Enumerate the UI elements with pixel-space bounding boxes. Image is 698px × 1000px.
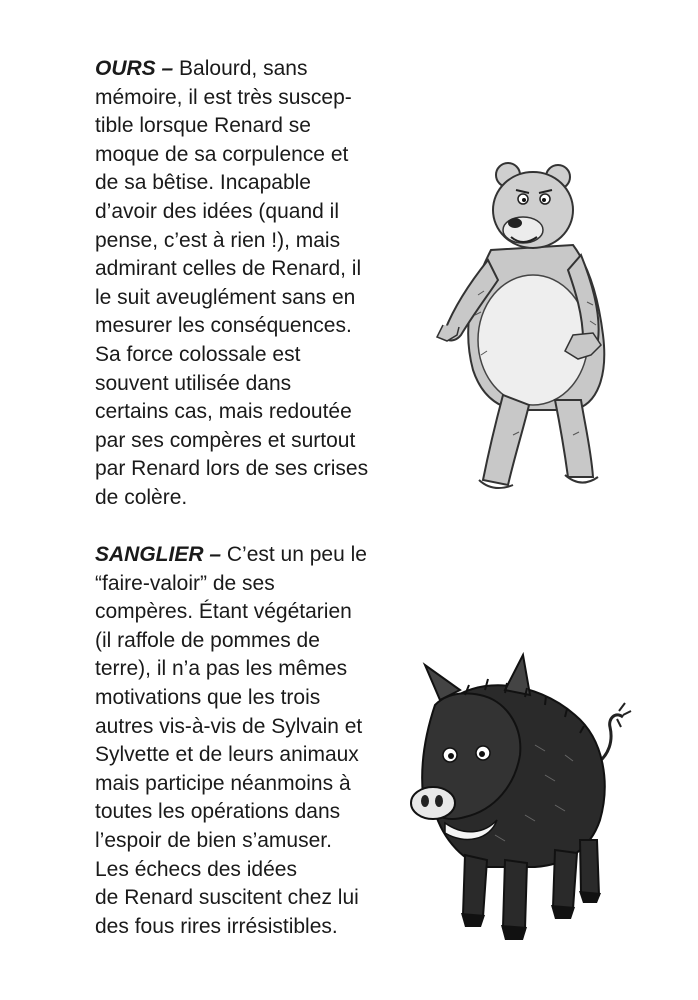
boar-line-3: compères. Étant végétarien	[95, 600, 352, 624]
boar-line-2: “faire-valoir” de ses	[95, 571, 275, 595]
bear-description	[95, 55, 425, 513]
boar-line-4: (il raffole de pommes de	[95, 628, 320, 652]
boar-heading: SANGLIER	[95, 543, 204, 566]
boar-line-14: des fous rires irrésistibles.	[95, 914, 338, 938]
boar-line-7: autres vis-à-vis de Sylvain et	[95, 714, 363, 738]
bear-line-15: par Renard lors de ses crises	[95, 457, 369, 481]
bear-line-2: mémoire, il est très suscep-	[95, 85, 352, 109]
boar-line-8: Sylvette et de leurs animaux	[95, 743, 359, 767]
bear-heading-dash: –	[155, 57, 180, 80]
bear-line-12: souvent utilisée dans	[95, 371, 292, 395]
boar-drawing	[405, 645, 650, 950]
bear-line-3: tible lorsque Renard se	[95, 114, 311, 138]
bear-drawing	[433, 155, 613, 500]
bear-line-7: pense, c’est à rien !), mais	[95, 228, 341, 252]
bear-paragraph	[95, 55, 425, 513]
boar-line-1: SANGLIER – C’est un peu le	[95, 543, 367, 566]
boar-line-12: Les échecs des idées	[95, 857, 297, 881]
bear-line-5: de sa bêtise. Incapable	[95, 171, 311, 195]
boar-line-13: de Renard suscitent chez lui	[95, 886, 359, 910]
bear-illustration	[433, 155, 613, 500]
boar-line-9: mais participe néanmoins à	[95, 771, 351, 795]
boar-line-11: l’espoir de bien s’amuser.	[95, 828, 332, 852]
bear-line-10: mesurer les conséquences.	[95, 314, 352, 338]
boar-line-10: toutes les opérations dans	[95, 800, 341, 824]
bear-line-16: de colère.	[95, 485, 188, 509]
bear-line-11: Sa force colossale est	[95, 342, 301, 366]
bear-line-1: OURS – Balourd, sans	[95, 57, 308, 80]
boar-illustration	[405, 645, 650, 950]
boar-paragraph	[95, 541, 425, 941]
boar-line-5: terre), il n’a pas les mêmes	[95, 657, 348, 681]
boar-heading-dash: –	[203, 543, 227, 566]
boar-line-6: motivations que les trois	[95, 685, 321, 709]
bear-line-14: par ses compères et surtout	[95, 428, 356, 452]
bear-line-6: d’avoir des idées (quand il	[95, 199, 339, 223]
bear-line-4: moque de sa corpulence et	[95, 142, 349, 166]
boar-description	[95, 541, 425, 941]
bear-line-9: le suit aveuglément sans en	[95, 285, 356, 309]
bear-heading: OURS	[95, 57, 156, 80]
bear-line-13: certains cas, mais redoutée	[95, 400, 352, 424]
bear-line-8: admirant celles de Renard, il	[95, 257, 362, 281]
